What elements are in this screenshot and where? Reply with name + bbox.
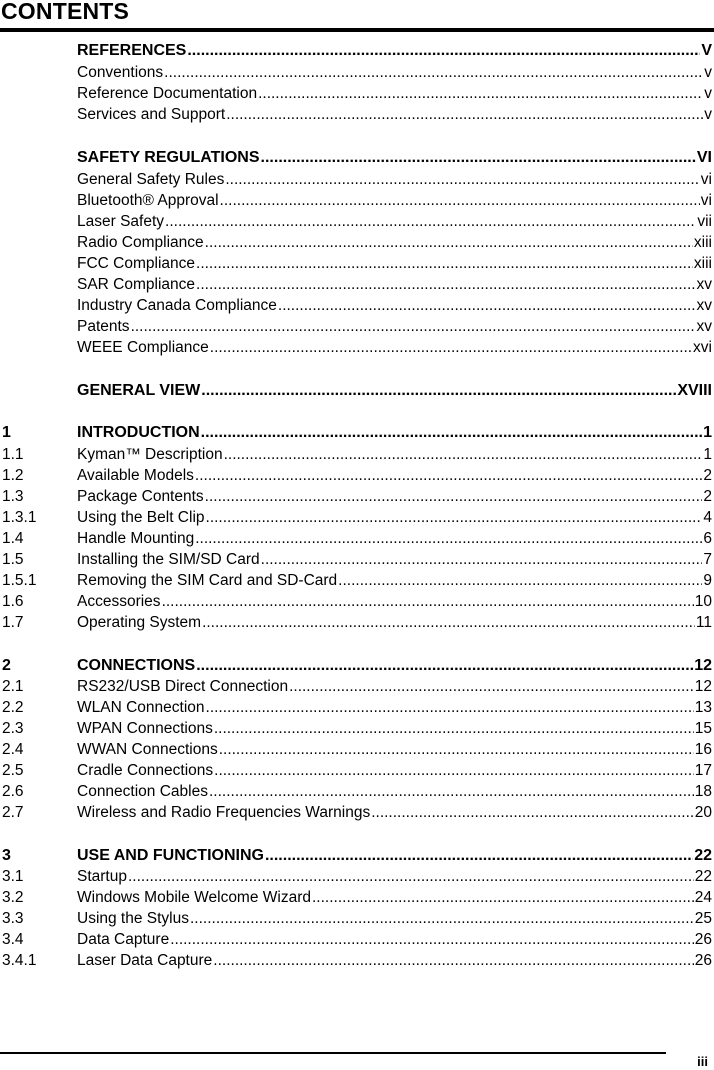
- dot-leader: [205, 234, 693, 252]
- toc-entry-row[interactable]: [0, 316, 714, 336]
- dot-leader: [224, 446, 703, 464]
- toc-section-number: 1.5: [2, 551, 24, 568]
- toc-section-number: 2.4: [2, 741, 24, 758]
- dot-leader: [206, 509, 703, 527]
- dot-leader: [371, 804, 694, 822]
- toc-entry-label: Services and Support: [77, 106, 226, 123]
- toc-entry: [77, 678, 712, 696]
- dot-leader: [170, 931, 694, 949]
- toc-entry: [77, 910, 712, 928]
- toc-page-number: 24: [694, 889, 712, 906]
- toc-entry-label: Reference Documentation: [77, 85, 258, 102]
- toc-page-number: V: [701, 42, 712, 59]
- page-title: CONTENTS: [1, 0, 130, 24]
- toc-page-number: xv: [696, 318, 712, 335]
- toc-entry-row[interactable]: [0, 465, 714, 485]
- dot-leader: [165, 213, 696, 231]
- dot-leader: [214, 720, 694, 738]
- toc-entry-row[interactable]: [0, 507, 714, 527]
- toc-entry: [77, 255, 712, 273]
- toc-entry: [77, 382, 712, 400]
- toc-page-number: 26: [694, 952, 712, 969]
- toc-entry: [77, 192, 712, 210]
- toc-page-number: 26: [694, 931, 712, 948]
- page-number: iii: [697, 1054, 708, 1069]
- toc-entry-label: INTRODUCTION: [77, 424, 200, 441]
- toc-entry: [77, 741, 712, 759]
- toc-entry: [77, 614, 712, 632]
- toc-entry-row[interactable]: [0, 739, 714, 759]
- toc-entry-row[interactable]: [0, 697, 714, 717]
- toc-entry-label: WLAN Connection: [77, 699, 205, 716]
- dot-leader: [187, 42, 700, 60]
- toc-entry-label: Industry Canada Compliance: [77, 297, 277, 314]
- toc-entry: [77, 847, 712, 865]
- toc-entry-row[interactable]: [0, 295, 714, 315]
- toc-entry: [77, 318, 712, 336]
- toc-section-number: 2.2: [2, 699, 24, 716]
- dot-leader: [225, 171, 699, 189]
- toc-entry: [77, 42, 712, 60]
- toc-entry-row[interactable]: [0, 866, 714, 886]
- toc-page-number: 9: [703, 572, 712, 589]
- toc-entry-row[interactable]: [0, 802, 714, 822]
- toc-entry-row[interactable]: [0, 232, 714, 252]
- toc-page-number: v: [704, 85, 712, 102]
- toc-entry-row[interactable]: [0, 486, 714, 506]
- toc-entry: [77, 106, 712, 124]
- toc-heading-row[interactable]: [0, 380, 714, 400]
- dot-leader: [205, 488, 703, 506]
- toc-page-number: 6: [703, 530, 712, 547]
- toc-heading-row[interactable]: [0, 40, 714, 60]
- toc-entry: [77, 783, 712, 801]
- toc-entry: [77, 889, 712, 907]
- toc-page-number: 18: [694, 783, 712, 800]
- toc-section-number: 3.4: [2, 931, 24, 948]
- toc-entry-label: FCC Compliance: [77, 255, 196, 272]
- toc-entry-row[interactable]: [0, 337, 714, 357]
- dot-leader: [196, 657, 693, 675]
- toc-section-number: 2.7: [2, 804, 24, 821]
- toc-section-number: 2.5: [2, 762, 24, 779]
- toc-entry-row[interactable]: [0, 104, 714, 124]
- toc-entry-row[interactable]: [0, 760, 714, 780]
- toc-section-number: 2.3: [2, 720, 24, 737]
- toc-entry-row[interactable]: [0, 169, 714, 189]
- toc-section-number: 2.1: [2, 678, 24, 695]
- toc-entry-label: Using the Stylus: [77, 910, 189, 927]
- toc-entry: [77, 234, 712, 252]
- toc-page-number: v: [704, 106, 712, 123]
- toc-entry-row[interactable]: [0, 62, 714, 82]
- toc-entry-label: Wireless and Radio Frequencies Warnings: [77, 804, 371, 821]
- toc-entry-label: Operating System: [77, 614, 202, 631]
- dot-leader: [209, 783, 694, 801]
- toc-entry: [77, 530, 712, 548]
- dot-leader: [261, 551, 703, 569]
- dot-leader: [312, 889, 694, 907]
- toc-entry: [77, 952, 712, 970]
- toc-entry-label: Windows Mobile Welcome Wizard: [77, 889, 311, 906]
- toc-entry: [77, 720, 712, 738]
- toc-page-number: 22: [694, 847, 712, 864]
- toc-page-number: 1: [703, 446, 712, 463]
- toc-heading-row[interactable]: [0, 147, 714, 167]
- toc-section-number: 3.2: [2, 889, 24, 906]
- toc-entry-label: GENERAL VIEW: [77, 382, 201, 399]
- title-rule: [0, 28, 714, 32]
- toc-entry-row[interactable]: [0, 676, 714, 696]
- toc-entry-label: Laser Safety: [77, 213, 165, 230]
- toc-entry-label: Package Contents: [77, 488, 204, 505]
- toc-page-number: 2: [703, 488, 712, 505]
- dot-leader: [214, 762, 694, 780]
- toc-entry-row[interactable]: [0, 444, 714, 464]
- toc-entry: [77, 171, 712, 189]
- dot-leader: [190, 910, 694, 928]
- toc-entry-label: RS232/USB Direct Connection: [77, 678, 289, 695]
- toc-entry: [77, 657, 712, 675]
- toc-page-number: 20: [694, 804, 712, 821]
- toc-section-number: 2.6: [2, 783, 24, 800]
- dot-leader: [265, 847, 693, 865]
- toc-section-number: 1.3: [2, 488, 24, 505]
- toc-section-number: 1.5.1: [2, 572, 37, 589]
- dot-leader: [261, 149, 696, 167]
- dot-leader: [206, 699, 694, 717]
- toc-page-number: 12: [694, 657, 712, 674]
- toc-entry-row[interactable]: [0, 612, 714, 632]
- toc-section-number: 2: [2, 657, 11, 674]
- toc-page-number: xiii: [693, 234, 712, 251]
- toc-entry: [77, 762, 712, 780]
- toc-entry-row[interactable]: [0, 591, 714, 611]
- toc-entry-label: SAR Compliance: [77, 276, 196, 293]
- toc-entry-row[interactable]: [0, 950, 714, 970]
- toc-entry-label: Patents: [77, 318, 130, 335]
- toc-entry-row[interactable]: [0, 908, 714, 928]
- toc-entry: [77, 297, 712, 315]
- dot-leader: [201, 424, 702, 442]
- toc-entry-row[interactable]: [0, 570, 714, 590]
- toc-entry-row[interactable]: [0, 781, 714, 801]
- toc-section-number: 3: [2, 847, 11, 864]
- toc-entry-row[interactable]: [0, 253, 714, 273]
- toc-section-number: 1.6: [2, 593, 24, 610]
- toc-page-number: 15: [694, 720, 712, 737]
- toc-entry: [77, 804, 712, 822]
- dot-leader: [162, 593, 694, 611]
- toc-page-number: 25: [694, 910, 712, 927]
- toc-entry: [77, 85, 712, 103]
- toc-entry: [77, 213, 712, 231]
- toc-entry-label: Startup: [77, 868, 127, 885]
- toc-entry: [77, 424, 712, 442]
- toc-entry: [77, 149, 712, 167]
- dot-leader: [196, 276, 695, 294]
- dot-leader: [213, 952, 693, 970]
- toc-page-number: 1: [703, 424, 712, 441]
- toc-entry-row[interactable]: [0, 190, 714, 210]
- toc-entry-label: General Safety Rules: [77, 171, 225, 188]
- dot-leader: [195, 530, 702, 548]
- toc-entry: [77, 488, 712, 506]
- toc-page-number: 13: [694, 699, 712, 716]
- dot-leader: [278, 297, 696, 315]
- toc-entry-label: Removing the SIM Card and SD-Card: [77, 572, 338, 589]
- dot-leader: [195, 467, 702, 485]
- toc-page-number: 16: [694, 741, 712, 758]
- toc-entry-row[interactable]: [0, 929, 714, 949]
- toc-section-number: 1.1: [2, 446, 24, 463]
- toc-page-number: 7: [703, 551, 712, 568]
- toc-page-number: v: [704, 64, 712, 81]
- toc-page-number: 2: [703, 467, 712, 484]
- toc-entry-label: Kyman™ Description: [77, 446, 223, 463]
- toc-entry: [77, 339, 712, 357]
- toc-entry-label: Handle Mounting: [77, 530, 195, 547]
- toc-entry: [77, 64, 712, 82]
- dot-leader: [128, 868, 694, 886]
- footer-rule: [0, 1052, 666, 1054]
- toc-page-number: 4: [703, 509, 712, 526]
- toc-entry: [77, 276, 712, 294]
- toc-heading-row[interactable]: [0, 845, 714, 865]
- toc-page-number: vi: [700, 192, 712, 209]
- toc-entry-row[interactable]: [0, 211, 714, 231]
- toc-entry-label: Accessories: [77, 593, 161, 610]
- toc-section-number: 1.2: [2, 467, 24, 484]
- toc-section-number: 3.3: [2, 910, 24, 927]
- toc-entry-label: WWAN Connections: [77, 741, 218, 758]
- toc-page-number: vi: [700, 171, 712, 188]
- toc-section-number: 1.4: [2, 530, 24, 547]
- toc-entry-row[interactable]: [0, 718, 714, 738]
- toc-entry-label: Using the Belt Clip: [77, 509, 205, 526]
- toc-page-number: VI: [696, 149, 712, 166]
- dot-leader: [210, 339, 692, 357]
- toc-entry-label: REFERENCES: [77, 42, 187, 59]
- dot-leader: [164, 64, 703, 82]
- toc-entry: [77, 572, 712, 590]
- toc-page-number: XVIII: [677, 382, 712, 399]
- toc-entry-row[interactable]: [0, 274, 714, 294]
- toc-entry-row[interactable]: [0, 83, 714, 103]
- toc-entry: [77, 446, 712, 464]
- toc-page-number: xv: [696, 276, 712, 293]
- toc-page-number: 12: [694, 678, 712, 695]
- toc-section-number: 1: [2, 424, 11, 441]
- toc-page-number: 11: [695, 614, 712, 631]
- toc-page-number: xiii: [693, 255, 712, 272]
- dot-leader: [338, 572, 702, 590]
- toc-entry-label: Cradle Connections: [77, 762, 214, 779]
- toc-section-number: 3.4.1: [2, 952, 37, 969]
- toc-entry: [77, 551, 712, 569]
- toc-entry-label: CONNECTIONS: [77, 657, 196, 674]
- toc-entry-label: WPAN Connections: [77, 720, 213, 737]
- toc-entry-row[interactable]: [0, 549, 714, 569]
- toc-section-number: 3.1: [2, 868, 24, 885]
- toc-entry-label: Conventions: [77, 64, 164, 81]
- toc-entry-label: WEEE Compliance: [77, 339, 209, 356]
- toc-entry-label: Data Capture: [77, 931, 170, 948]
- dot-leader: [258, 85, 703, 103]
- toc-page-number: 22: [694, 868, 712, 885]
- toc-entry-label: Radio Compliance: [77, 234, 204, 251]
- toc-section-number: 1.3.1: [2, 509, 37, 526]
- toc-entry-label: Laser Data Capture: [77, 952, 213, 969]
- toc-entry-label: Available Models: [77, 467, 194, 484]
- toc-entry: [77, 509, 712, 527]
- dot-leader: [131, 318, 696, 336]
- dot-leader: [201, 382, 676, 400]
- toc-page-number: vii: [697, 213, 712, 230]
- dot-leader: [226, 106, 703, 124]
- toc-page-number: xv: [696, 297, 712, 314]
- toc-entry-label: SAFETY REGULATIONS: [77, 149, 260, 166]
- toc-entry: [77, 931, 712, 949]
- toc-section-number: 1.7: [2, 614, 24, 631]
- dot-leader: [220, 192, 700, 210]
- toc-entry-label: Bluetooth® Approval: [77, 192, 219, 209]
- toc-entry-label: Connection Cables: [77, 783, 208, 800]
- toc-entry-row[interactable]: [0, 887, 714, 907]
- toc-heading-row[interactable]: [0, 422, 714, 442]
- dot-leader: [202, 614, 695, 632]
- dot-leader: [196, 255, 693, 273]
- toc-entry-label: USE AND FUNCTIONING: [77, 847, 264, 864]
- toc-page-number: 17: [694, 762, 712, 779]
- dot-leader: [289, 678, 694, 696]
- toc-entry-label: Installing the SIM/SD Card: [77, 551, 260, 568]
- toc-heading-row[interactable]: [0, 655, 714, 675]
- toc-page-number: 10: [694, 593, 712, 610]
- dot-leader: [219, 741, 694, 759]
- toc-entry: [77, 467, 712, 485]
- toc-entry: [77, 593, 712, 611]
- toc-entry: [77, 699, 712, 717]
- toc-page-number: xvi: [693, 339, 712, 356]
- toc-entry: [77, 868, 712, 886]
- toc-entry-row[interactable]: [0, 528, 714, 548]
